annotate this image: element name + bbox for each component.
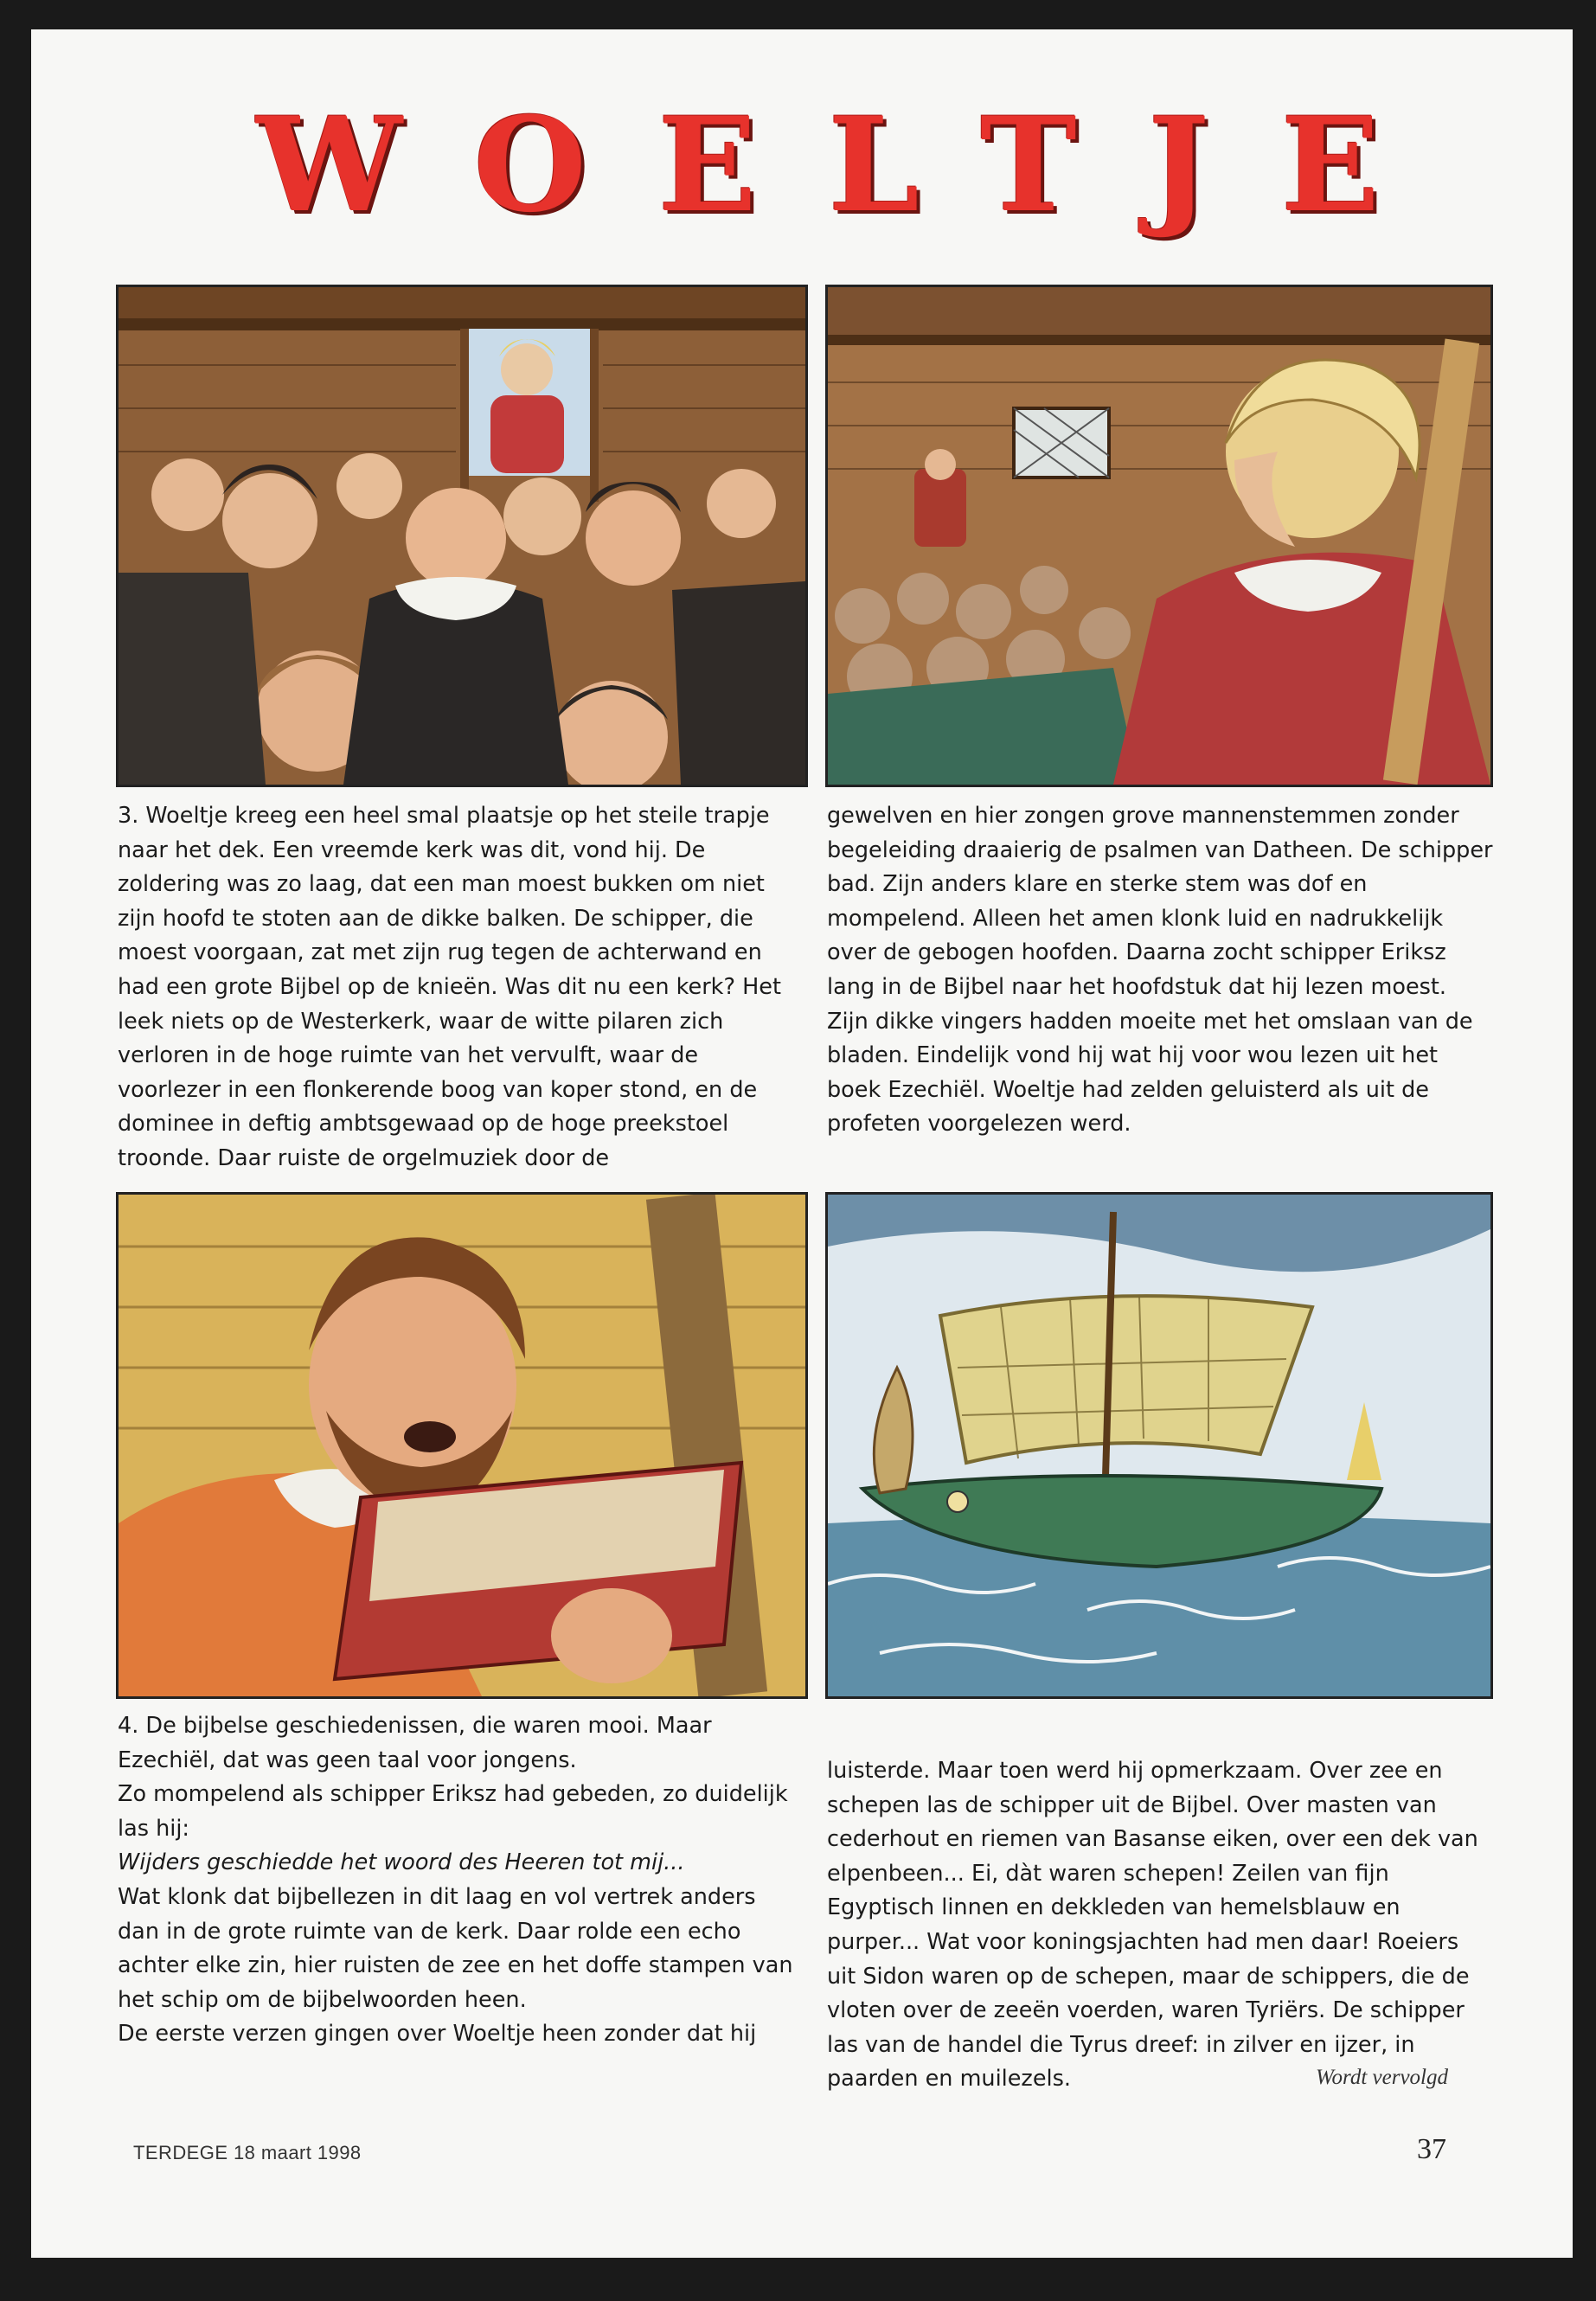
section-3-right-column [827, 799, 1493, 1142]
page-title: WOELTJE [256, 89, 1452, 241]
section-3-paragraph-right: gewelven en hier zongen grove mannenstemmen zonder begeleiding draaierig de psalmen van Datheen. De schipper bad. Zijn anders klare en sterke stem was dof en mompelend. Alleen het amen klonk luid en nadrukkelijk over de gebogen hoofden. Daarna zocht schipper Eriksz lang in de Bijbel naar het hoofdstuk dat hij lezen moest. Zijn dikke vingers hadden moeite met het omslaan van de bladen. Eindelijk vond hij wat hij voor wou lezen uit het boek Ezechiël. Woeltje had zelden geluisterd als uit de profeten voorgelezen werd. [827, 803, 1493, 1138]
section-4-paragraph-3: Wijders geschiedde het woord des Heeren tot mij... [118, 1849, 685, 1876]
section-4-paragraph-1: 4. De bijbelse geschiedenissen, die waren mooi. Maar Ezechiël, dat was geen taal voor jongens. [118, 1713, 712, 1773]
ancient-ship-illustration [828, 1195, 1490, 1696]
section-4-paragraph-right: luisterde. Maar toen werd hij opmerkzaam. Over zee en schepen las de schipper uit de Bijbel. Over masten van cederhout en riemen van Basanse eiken, over een dek van elpenbeen... Ei, dàt waren schepen! Zeilen van fijn Egyptisch linnen en dekkleden van hemelsblauw en purper... Wat voor koningsjachten had men daar! Roeiers uit Sidon waren op de schepen, maar de schippers, die de vloten over de zeeën voerden, waren Tyriërs. De schipper las van de handel die Tyrus dreef: in zilver en ijzer, in paarden en muilezels. [827, 1758, 1478, 2093]
section-4-paragraph-2: Zo mompelend als schipper Eriksz had gebeden, zo duidelijk las hij: [118, 1781, 788, 1842]
section-4-left-column [118, 1709, 801, 2052]
section-4-right-column [827, 1754, 1493, 2097]
magazine-page [31, 29, 1573, 2258]
section-4-paragraph-5: De eerste verzen gingen over Woeltje heen zonder dat hij [118, 2021, 757, 2048]
comic-panel-congregation [116, 285, 808, 787]
comic-panel-ancient-ship [825, 1192, 1493, 1699]
congregation-illustration [119, 287, 805, 785]
comic-panel-bible-reading [116, 1192, 808, 1699]
section-3-paragraph-left: 3. Woeltje kreeg een heel smal plaatsje op het steile trapje naar het dek. Een vreemde kerk was dit, vond hij. De zoldering was zo laag, dat een man moest bukken om niet zijn hoofd te stoten aan de dikke balken. De schipper, die moest voorgaan, zat met zijn rug tegen de achterwand en had een grote Bijbel op de knieën. Was dit nu een kerk? Het leek niets op de Westerkerk, waar de witte pilaren zich verloren in de hoge ruimte van het vervulft, waar de voorlezer in een flonkerende boog van koper stond, en de dominee in deftig ambtsgewaad op de hoge preekstoel troonde. Daar ruiste de orgelmuziek door de [118, 803, 781, 1171]
publication-footer: TERDEGE 18 maart 1998 [133, 2142, 362, 2163]
section-4-paragraph-4: Wat klonk dat bijbellezen in dit laag en vol vertrek anders dan in de grote ruimte van de kerk. Daar rolde een echo achter elke zin, hier ruisten de zee en het doffe stampen van het schip om de bijbelwoorden heen. [118, 1883, 793, 2013]
to-be-continued-note: Wordt vervolgd [1316, 2066, 1448, 2089]
section-3-left-column [118, 799, 805, 1176]
comic-panel-skipper-reading [825, 285, 1493, 787]
page-number: 37 [1417, 2133, 1446, 2165]
skipper-illustration [828, 287, 1490, 785]
bible-reading-illustration [119, 1195, 805, 1696]
